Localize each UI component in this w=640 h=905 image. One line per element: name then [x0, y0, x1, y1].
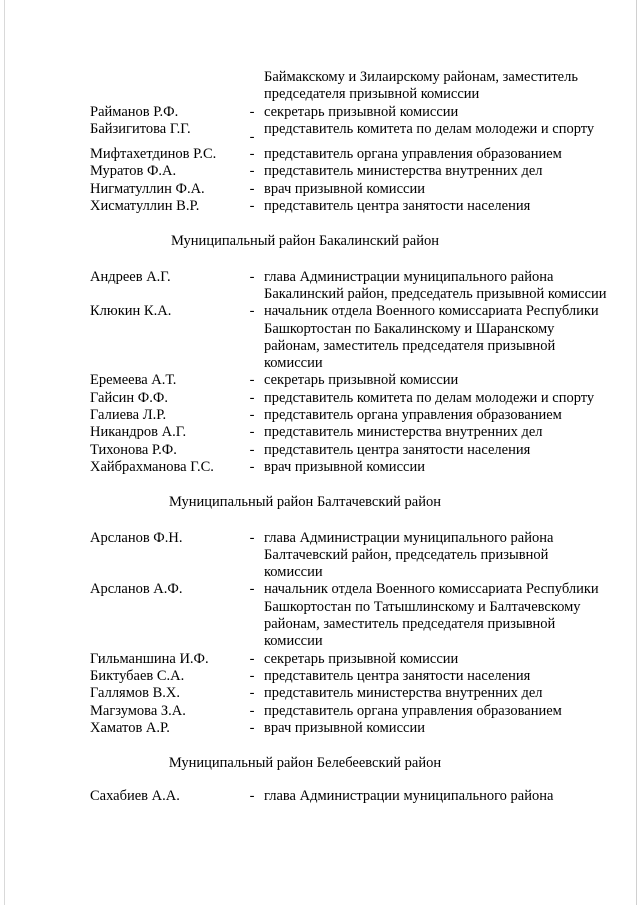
member-role: врач призывной комиссии	[264, 180, 425, 197]
member-row	[90, 685, 610, 702]
member-name: Муратов Ф.А.	[90, 163, 177, 180]
member-row	[90, 303, 610, 372]
member-name: Нигматуллин Ф.А.	[90, 180, 205, 197]
dash-separator: -	[249, 198, 255, 215]
section-members	[90, 530, 610, 738]
member-row	[90, 121, 610, 146]
district-heading: Муниципальный район Балтачевский район	[168, 494, 442, 511]
member-role: начальник отдела Военного комиссариата Республики Башкортостан по Бакалинскому и Шаранскому районам, заместитель председателя призывной комиссии	[264, 303, 599, 372]
member-row	[90, 442, 610, 459]
member-name: Гильманшина И.Ф.	[90, 650, 209, 667]
member-role: секретарь призывной комиссии	[264, 372, 459, 389]
member-role: глава Администрации муниципального района Бакалинский район, председатель призывной комиссии	[264, 268, 607, 302]
member-row	[90, 198, 610, 215]
member-row	[90, 720, 610, 737]
member-role: секретарь призывной комиссии	[264, 650, 459, 667]
scan-edge-left	[4, 0, 5, 905]
dash-separator: -	[249, 146, 255, 163]
member-row	[90, 163, 610, 180]
member-role: врач призывной комиссии	[264, 458, 425, 475]
member-role: начальник отдела Военного комиссариата Республики Башкортостан по Татышлинскому и Балтачевскому районам, заместитель председателя призывной комиссии	[264, 581, 599, 650]
dash-separator: -	[249, 685, 255, 702]
member-name: Галиева Л.Р.	[90, 407, 167, 424]
section-members	[90, 788, 610, 805]
member-name: Никандров А.Г.	[90, 424, 187, 441]
member-name: Сахабиев А.А.	[90, 788, 180, 805]
member-row	[90, 424, 610, 441]
continuation-line: председателя призывной комиссии	[264, 86, 480, 103]
dash-separator: -	[249, 303, 255, 320]
member-role: секретарь призывной комиссии	[264, 103, 459, 120]
member-name: Арсланов Ф.Н.	[90, 529, 183, 546]
member-role: представитель центра занятости населения	[264, 667, 531, 684]
member-role: представитель комитета по делам молодежи и спорту	[264, 389, 595, 406]
member-role: представитель министерства внутренних дел	[264, 163, 543, 180]
dash-separator: -	[249, 581, 255, 598]
member-row	[90, 407, 610, 424]
member-role: представитель центра занятости населения	[264, 198, 531, 215]
member-name: Мифтахетдинов Р.С.	[90, 146, 217, 163]
dash-separator: -	[249, 441, 255, 458]
member-row	[90, 269, 610, 304]
dash-separator: -	[249, 458, 255, 475]
dash-separator: -	[249, 268, 255, 285]
member-name: Байзигитова Г.Г.	[90, 120, 191, 137]
dash-separator: -	[249, 128, 255, 145]
dash-separator: -	[249, 529, 255, 546]
dash-separator: -	[249, 372, 255, 389]
member-row	[90, 668, 610, 685]
dash-separator: -	[249, 650, 255, 667]
member-role: представитель органа управления образованием	[264, 146, 562, 163]
member-name: Тихонова Р.Ф.	[90, 441, 177, 458]
member-name: Хисматуллин В.Р.	[90, 198, 200, 215]
member-name: Галлямов В.Х.	[90, 685, 181, 702]
dash-separator: -	[249, 180, 255, 197]
dash-separator: -	[249, 667, 255, 684]
dash-separator: -	[249, 103, 255, 120]
member-row	[90, 104, 610, 121]
member-row	[90, 651, 610, 668]
member-name: Хайбрахманова Г.С.	[90, 458, 214, 475]
member-role: представитель комитета по делам молодежи и спорту	[264, 120, 595, 137]
member-role: представитель центра занятости населения	[264, 441, 531, 458]
dash-separator: -	[249, 163, 255, 180]
member-name: Магзумова З.А.	[90, 702, 186, 719]
member-row	[90, 181, 610, 198]
member-role: врач призывной комиссии	[264, 719, 425, 736]
dash-separator: -	[249, 424, 255, 441]
member-row	[90, 788, 610, 805]
section-members	[90, 269, 610, 477]
commission-list	[90, 69, 610, 806]
district-heading: Муниципальный район Белебеевский район	[168, 755, 442, 772]
dash-separator: -	[249, 389, 255, 406]
member-role: представитель органа управления образованием	[264, 702, 562, 719]
member-row	[90, 372, 610, 389]
member-row	[90, 390, 610, 407]
dash-separator: -	[249, 719, 255, 736]
member-role: представитель органа управления образованием	[264, 407, 562, 424]
member-role: глава Администрации муниципального района Балтачевский район, председатель призывной комиссии	[264, 529, 554, 581]
member-row	[90, 146, 610, 163]
member-name: Арсланов А.Ф.	[90, 581, 183, 598]
member-name: Еремеева А.Т.	[90, 372, 177, 389]
dash-separator: -	[249, 407, 255, 424]
dash-separator: -	[249, 788, 255, 805]
dash-separator: -	[249, 702, 255, 719]
member-row	[90, 530, 610, 582]
member-row	[90, 459, 610, 476]
district-heading: Муниципальный район Бакалинский район	[171, 233, 439, 250]
member-name: Клюкин К.А.	[90, 303, 172, 320]
member-role: представитель министерства внутренних дел	[264, 424, 543, 441]
member-name: Андреев А.Г.	[90, 268, 171, 285]
member-role: глава Администрации муниципального района	[264, 788, 554, 805]
member-name: Хаматов А.Р.	[90, 719, 170, 736]
member-name: Гайсин Ф.Ф.	[90, 389, 168, 406]
member-name: Биктубаев С.А.	[90, 667, 185, 684]
continuation-line: Баймакскому и Зилаирскому районам, заместитель	[264, 69, 578, 85]
member-row	[90, 703, 610, 720]
member-name: Райманов Р.Ф.	[90, 103, 179, 120]
member-role: представитель министерства внутренних дел	[264, 685, 543, 702]
scan-edge-right	[636, 0, 637, 905]
member-row	[90, 581, 610, 650]
section-members	[90, 104, 610, 216]
